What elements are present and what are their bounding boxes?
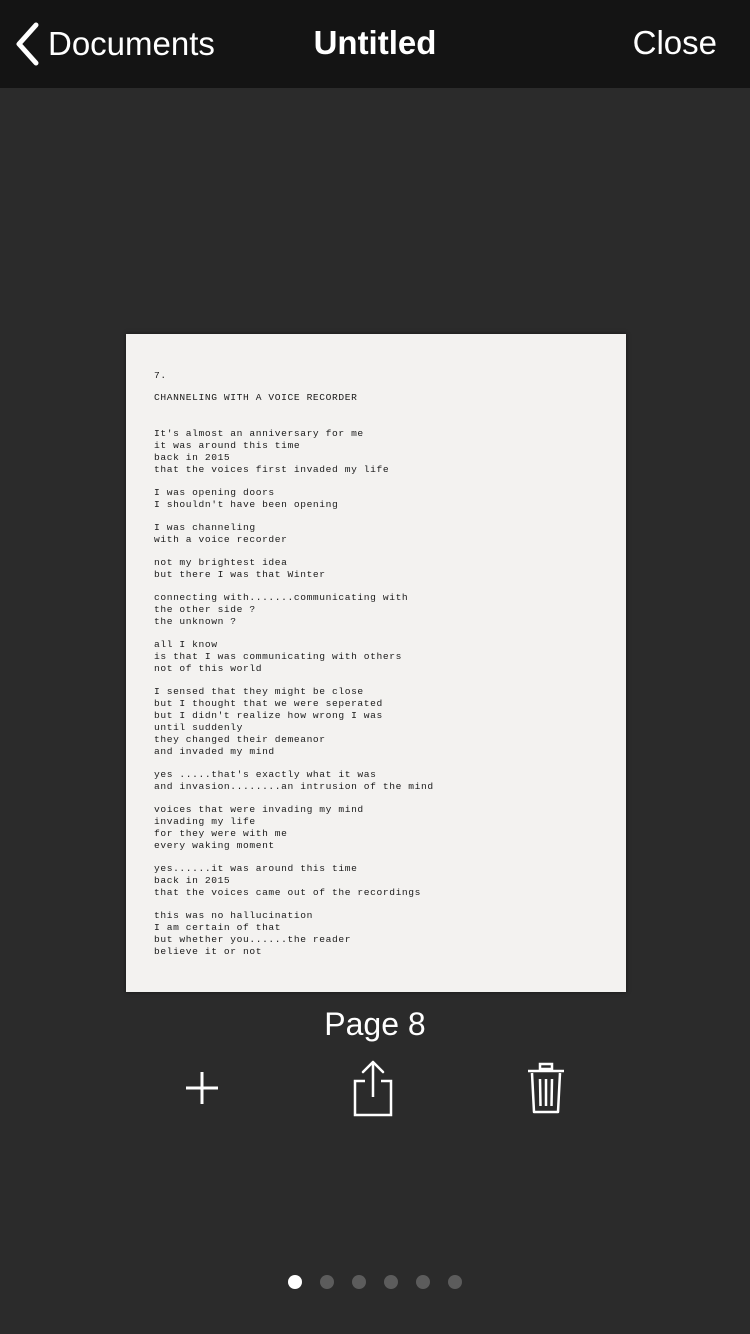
page-indicator — [0, 1275, 750, 1289]
page-number-label: Page 8 — [324, 1006, 426, 1042]
back-button[interactable] — [14, 20, 215, 68]
document-stanza: I was opening doors I shouldn't have been opening — [154, 487, 339, 510]
page-dot[interactable] — [320, 1275, 334, 1289]
document-stanza: I was channeling with a voice recorder — [154, 522, 288, 545]
document-stanza: this was no hallucination I am certain of that but whether you......the reader believe it or not — [154, 910, 352, 957]
share-button[interactable] — [343, 1058, 403, 1118]
document-stanza: yes......it was around this time back in 2015 that the voices came out of the recordings — [154, 863, 422, 898]
page-dot[interactable] — [352, 1275, 366, 1289]
page-dot[interactable] — [448, 1275, 462, 1289]
back-button-label: Documents — [48, 25, 215, 62]
trash-icon — [526, 1062, 566, 1114]
document-stanza: all I know is that I was communicating with others not of this world — [154, 639, 402, 674]
document-stanza: yes .....that's exactly what it was and invasion........an intrusion of the mind — [154, 769, 434, 792]
navigation-bar — [0, 0, 750, 88]
document-stanza: connecting with.......communicating with the other side ? the unknown ? — [154, 592, 409, 627]
document-stanza: voices that were invading my mind invading my life for they were with me every waking moment — [154, 804, 364, 851]
delete-page-button[interactable] — [516, 1058, 576, 1118]
close-button[interactable]: Close — [632, 24, 717, 61]
document-stanza: not my brightest idea but there I was that Winter — [154, 557, 326, 580]
document-page-number: 7. — [154, 370, 167, 381]
page-dot[interactable] — [288, 1275, 302, 1289]
page-dot[interactable] — [416, 1275, 430, 1289]
page-dot[interactable] — [384, 1275, 398, 1289]
share-icon — [351, 1059, 395, 1117]
plus-icon — [184, 1070, 220, 1106]
document-stanza: It's almost an anniversary for me it was around this time back in 2015 that the voices first invaded my life — [154, 428, 390, 475]
add-page-button[interactable] — [172, 1058, 232, 1118]
document-page-preview[interactable] — [126, 334, 626, 992]
document-heading: CHANNELING WITH A VOICE RECORDER — [154, 392, 358, 403]
document-stanza: I sensed that they might be close but I thought that we were seperated but I didn't realize how wrong I was until suddenly they changed their demeanor and invaded my mind — [154, 686, 383, 757]
page-title: Untitled — [313, 24, 437, 61]
chevron-left-icon — [14, 22, 40, 66]
